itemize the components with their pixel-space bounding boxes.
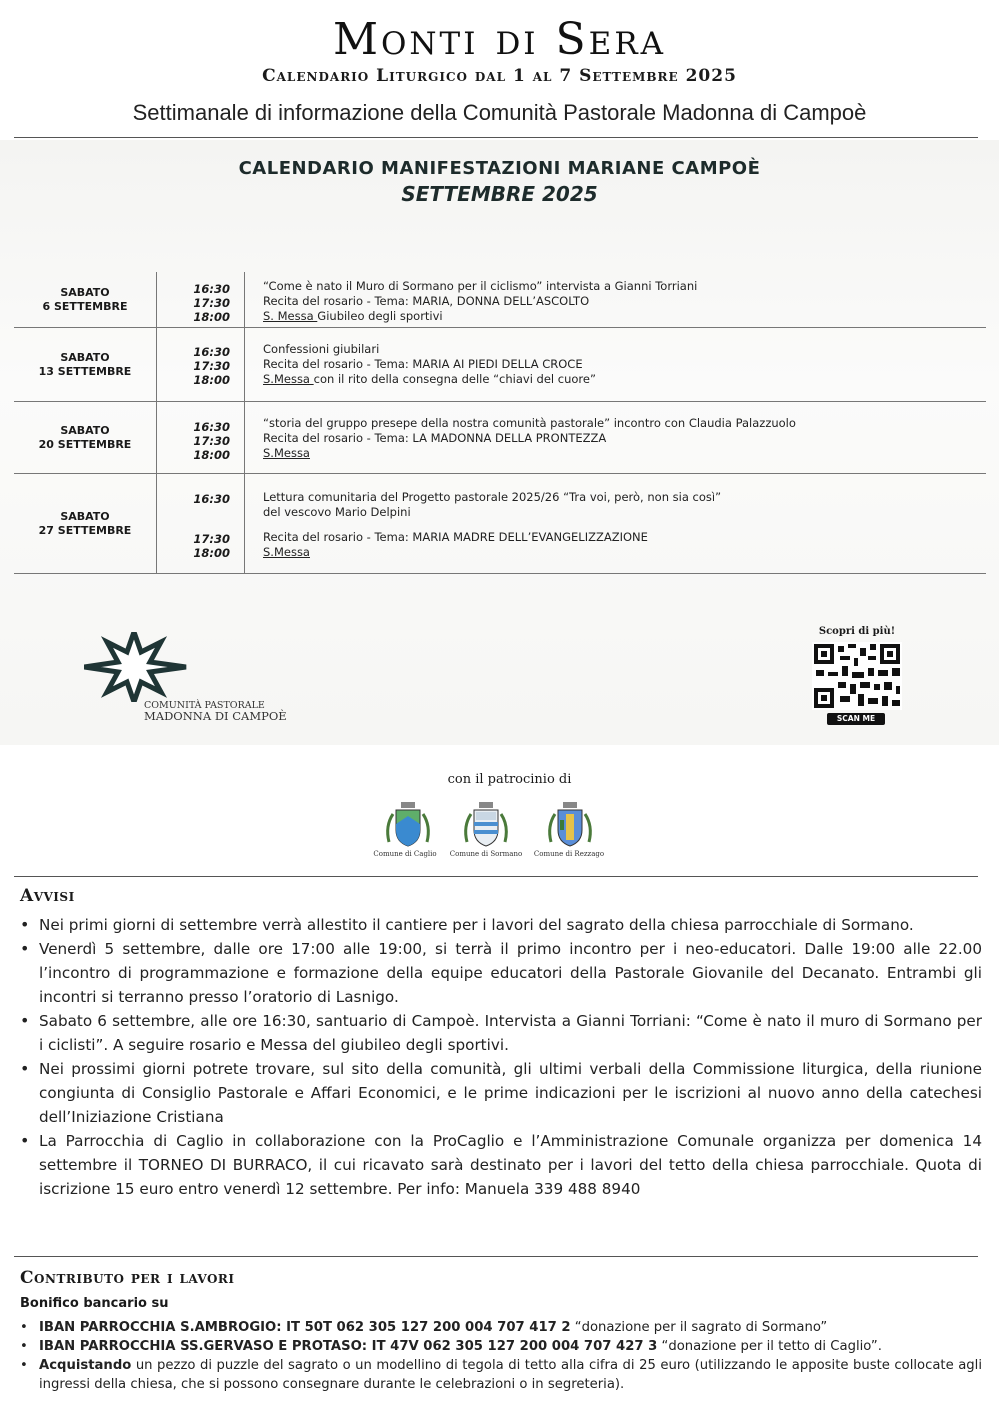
list-item: • Sabato 6 settembre, alle ore 16:30, santuario di Campoè. Intervista a Gianni Torriani: “Come è nato il muro di Sormano per i ciclisti”. A seguire rosario e Messa del giubileo degli sportivi.: [20, 1009, 982, 1057]
section-divider: [14, 876, 978, 877]
day-date: 13 SETTEMBRE: [38, 364, 132, 378]
calendar-events: [245, 272, 986, 327]
event-text: Recita del rosario - Tema: MARIA, DONNA DELL’ASCOLTO: [263, 294, 590, 308]
calendar-row: [14, 272, 986, 328]
sormano-label: Comune di Sormano: [449, 850, 523, 858]
list-item: • Nei prossimi giorni potrete trovare, sul sito della comunità, gli ultimi verbali della Commissione liturgica, della riunione congiunta di Consiglio Pastorale e Affari Economici, e le prime indicazioni per le iscrizioni al nuovo anno della catechesi dell’Iniziazione Cristiana: [20, 1057, 982, 1129]
mass-link: S.Messa: [263, 446, 310, 460]
list-item: • La Parrocchia di Caglio in collaborazione con la ProCaglio e l’Amministrazione Comunale organizza per domenica 14 settembre il TORNEO DI BURRACO, il cui ricavato sarà destinato per i lavori del tetto della chiesa parrocchiale. Quota di iscrizione 15 euro entro venerdì 12 settembre. Per info: Manuela 339 488 8940: [20, 1129, 982, 1201]
contributo-list: [20, 1318, 982, 1394]
star-logo-icon: [84, 632, 188, 702]
caglio-label: Comune di Caglio: [373, 850, 437, 858]
event-text: Lettura comunitaria del Progetto pastorale 2025/26 “Tra voi, però, non sia così”: [263, 490, 722, 504]
event-text: del vescovo Mario Delpini: [263, 505, 411, 519]
logo-line: MADONNA DI CAMPOÈ: [144, 709, 287, 723]
event-time: 17:30: [193, 359, 230, 373]
day-date: 20 SETTEMBRE: [38, 437, 132, 451]
calendar-times: [157, 328, 245, 401]
event-text: Recita del rosario - Tema: MARIA MADRE DELL’EVANGELIZZAZIONE: [263, 530, 648, 544]
list-item: [20, 1318, 982, 1337]
calendar-events: [245, 328, 986, 401]
community-logo: [84, 632, 294, 722]
avvisi-list: [20, 913, 982, 1201]
event-time: 16:30: [193, 492, 230, 506]
event-text: Confessioni giubilari: [263, 342, 380, 356]
event-time: 18:00: [193, 546, 230, 560]
bonifico-label: Bonifico bancario su: [20, 1296, 169, 1311]
donation-note: “donazione per il sagrato di Sormano”: [570, 1320, 828, 1335]
event-time: 16:30: [193, 282, 230, 296]
event-time: 17:30: [193, 296, 230, 310]
event-time: 18:00: [193, 373, 230, 387]
calendar-row: [14, 474, 986, 574]
calendar-title: CALENDARIO MANIFESTAZIONI MARIANE CAMPOÈ: [238, 158, 761, 179]
event-text: “storia del gruppo presepe della nostra comunità pastorale” incontro con Claudia Palazzuolo: [263, 416, 796, 430]
calendar-events: [245, 402, 986, 473]
header-divider: [14, 137, 978, 138]
list-item: • Nei primi giorni di settembre verrà allestito il cantiere per i lavori del sagrato della chiesa parrocchiale di Sormano.: [20, 913, 982, 937]
event-time: 17:30: [193, 434, 230, 448]
contributo-title: Contributo per i lavori: [20, 1268, 235, 1288]
calendar-day: [14, 474, 157, 573]
day-name: SABATO: [60, 285, 110, 299]
masthead-title: Monti di Sera: [332, 14, 667, 65]
calendar-subtitle: SETTEMBRE 2025: [401, 182, 598, 206]
logo-text: [144, 700, 287, 722]
event-time: 16:30: [193, 345, 230, 359]
day-name: SABATO: [60, 350, 110, 364]
mass-link: S.Messa: [263, 372, 314, 386]
calendar-day: [14, 402, 157, 473]
event-time: 16:30: [193, 420, 230, 434]
calendar-row: [14, 328, 986, 402]
list-item: [20, 1337, 982, 1356]
avvisi-title: Avvisi: [20, 886, 75, 906]
day-name: SABATO: [60, 509, 110, 523]
caglio-crest-icon: [383, 800, 433, 855]
purchase-label: Acquistando: [39, 1358, 132, 1373]
mass-link: S. Messa: [263, 309, 318, 323]
calendar-row: [14, 402, 986, 474]
rezzago-crest-icon: [545, 800, 595, 855]
rezzago-label: Comune di Rezzago: [533, 850, 605, 858]
calendar-times: [157, 402, 245, 473]
event-time: 18:00: [193, 310, 230, 324]
event-time: 17:30: [193, 532, 230, 546]
scan-me-button[interactable]: SCAN ME: [827, 713, 885, 725]
purchase-note: un pezzo di puzzle del sagrato o un modellino di tegola di tetto alla cifra di 25 euro (utilizzando le apposite buste collocate agli ingressi della chiesa, che si possono consegnare durante le celebrazioni o in segreteria).: [39, 1358, 982, 1392]
event-text: Giubileo degli sportivi: [317, 309, 443, 323]
calendar-times: [157, 474, 245, 573]
table-divider: [157, 272, 158, 302]
donation-note: “donazione per il tetto di Caglio”.: [657, 1339, 882, 1354]
calendar-day: [14, 272, 157, 327]
calendar-events: [245, 474, 986, 573]
calendar-table: [14, 272, 986, 574]
qr-label: Scopri di più!: [818, 626, 896, 637]
iban-text: IBAN PARROCCHIA S.AMBROGIO: IT 50T 062 305 127 200 004 707 417 2: [39, 1320, 571, 1335]
day-date: 27 SETTEMBRE: [38, 523, 132, 537]
calendar-day: [14, 328, 157, 401]
event-text: “Come è nato il Muro di Sormano per il ciclismo” intervista a Gianni Torriani: [263, 279, 698, 293]
section-divider: [14, 1256, 978, 1257]
sormano-crest-icon: [461, 800, 511, 855]
list-item: [20, 1356, 982, 1394]
event-text: con il rito della consegna delle “chiavi del cuore”: [313, 372, 596, 386]
masthead-tagline: Settimanale di informazione della Comunità Pastorale Madonna di Campoè: [132, 100, 867, 125]
event-time: 18:00: [193, 448, 230, 462]
list-item: • Venerdì 5 settembre, dalle ore 17:00 alle 19:00, si terrà il primo incontro per i neo-educatori. Dalle 19:00 alle 22.00 l’incontro di programmazione e formazione della equipe educatori della Pastorale Giovanile del Decanato. Entrambi gli incontri si terranno presso l’oratorio di Lasnigo.: [20, 937, 982, 1009]
logo-line: COMUNITÀ PASTORALE: [144, 700, 265, 711]
iban-text: IBAN PARROCCHIA SS.GERVASO E PROTASO: IT 47V 062 305 127 200 004 707 427 3: [39, 1339, 658, 1354]
mass-link: S.Messa: [263, 545, 310, 559]
event-text: Recita del rosario - Tema: MARIA AI PIEDI DELLA CROCE: [263, 357, 583, 371]
calendar-times: [157, 272, 245, 327]
patronage-label: con il patrocinio di: [447, 772, 572, 787]
day-name: SABATO: [60, 423, 110, 437]
event-text: Recita del rosario - Tema: LA MADONNA DELLA PRONTEZZA: [263, 431, 607, 445]
day-date: 6 SETTEMBRE: [42, 299, 128, 313]
qr-code-icon[interactable]: [812, 642, 902, 715]
masthead-subtitle: Calendario Liturgico dal 1 al 7 Settembre 2025: [262, 66, 737, 86]
